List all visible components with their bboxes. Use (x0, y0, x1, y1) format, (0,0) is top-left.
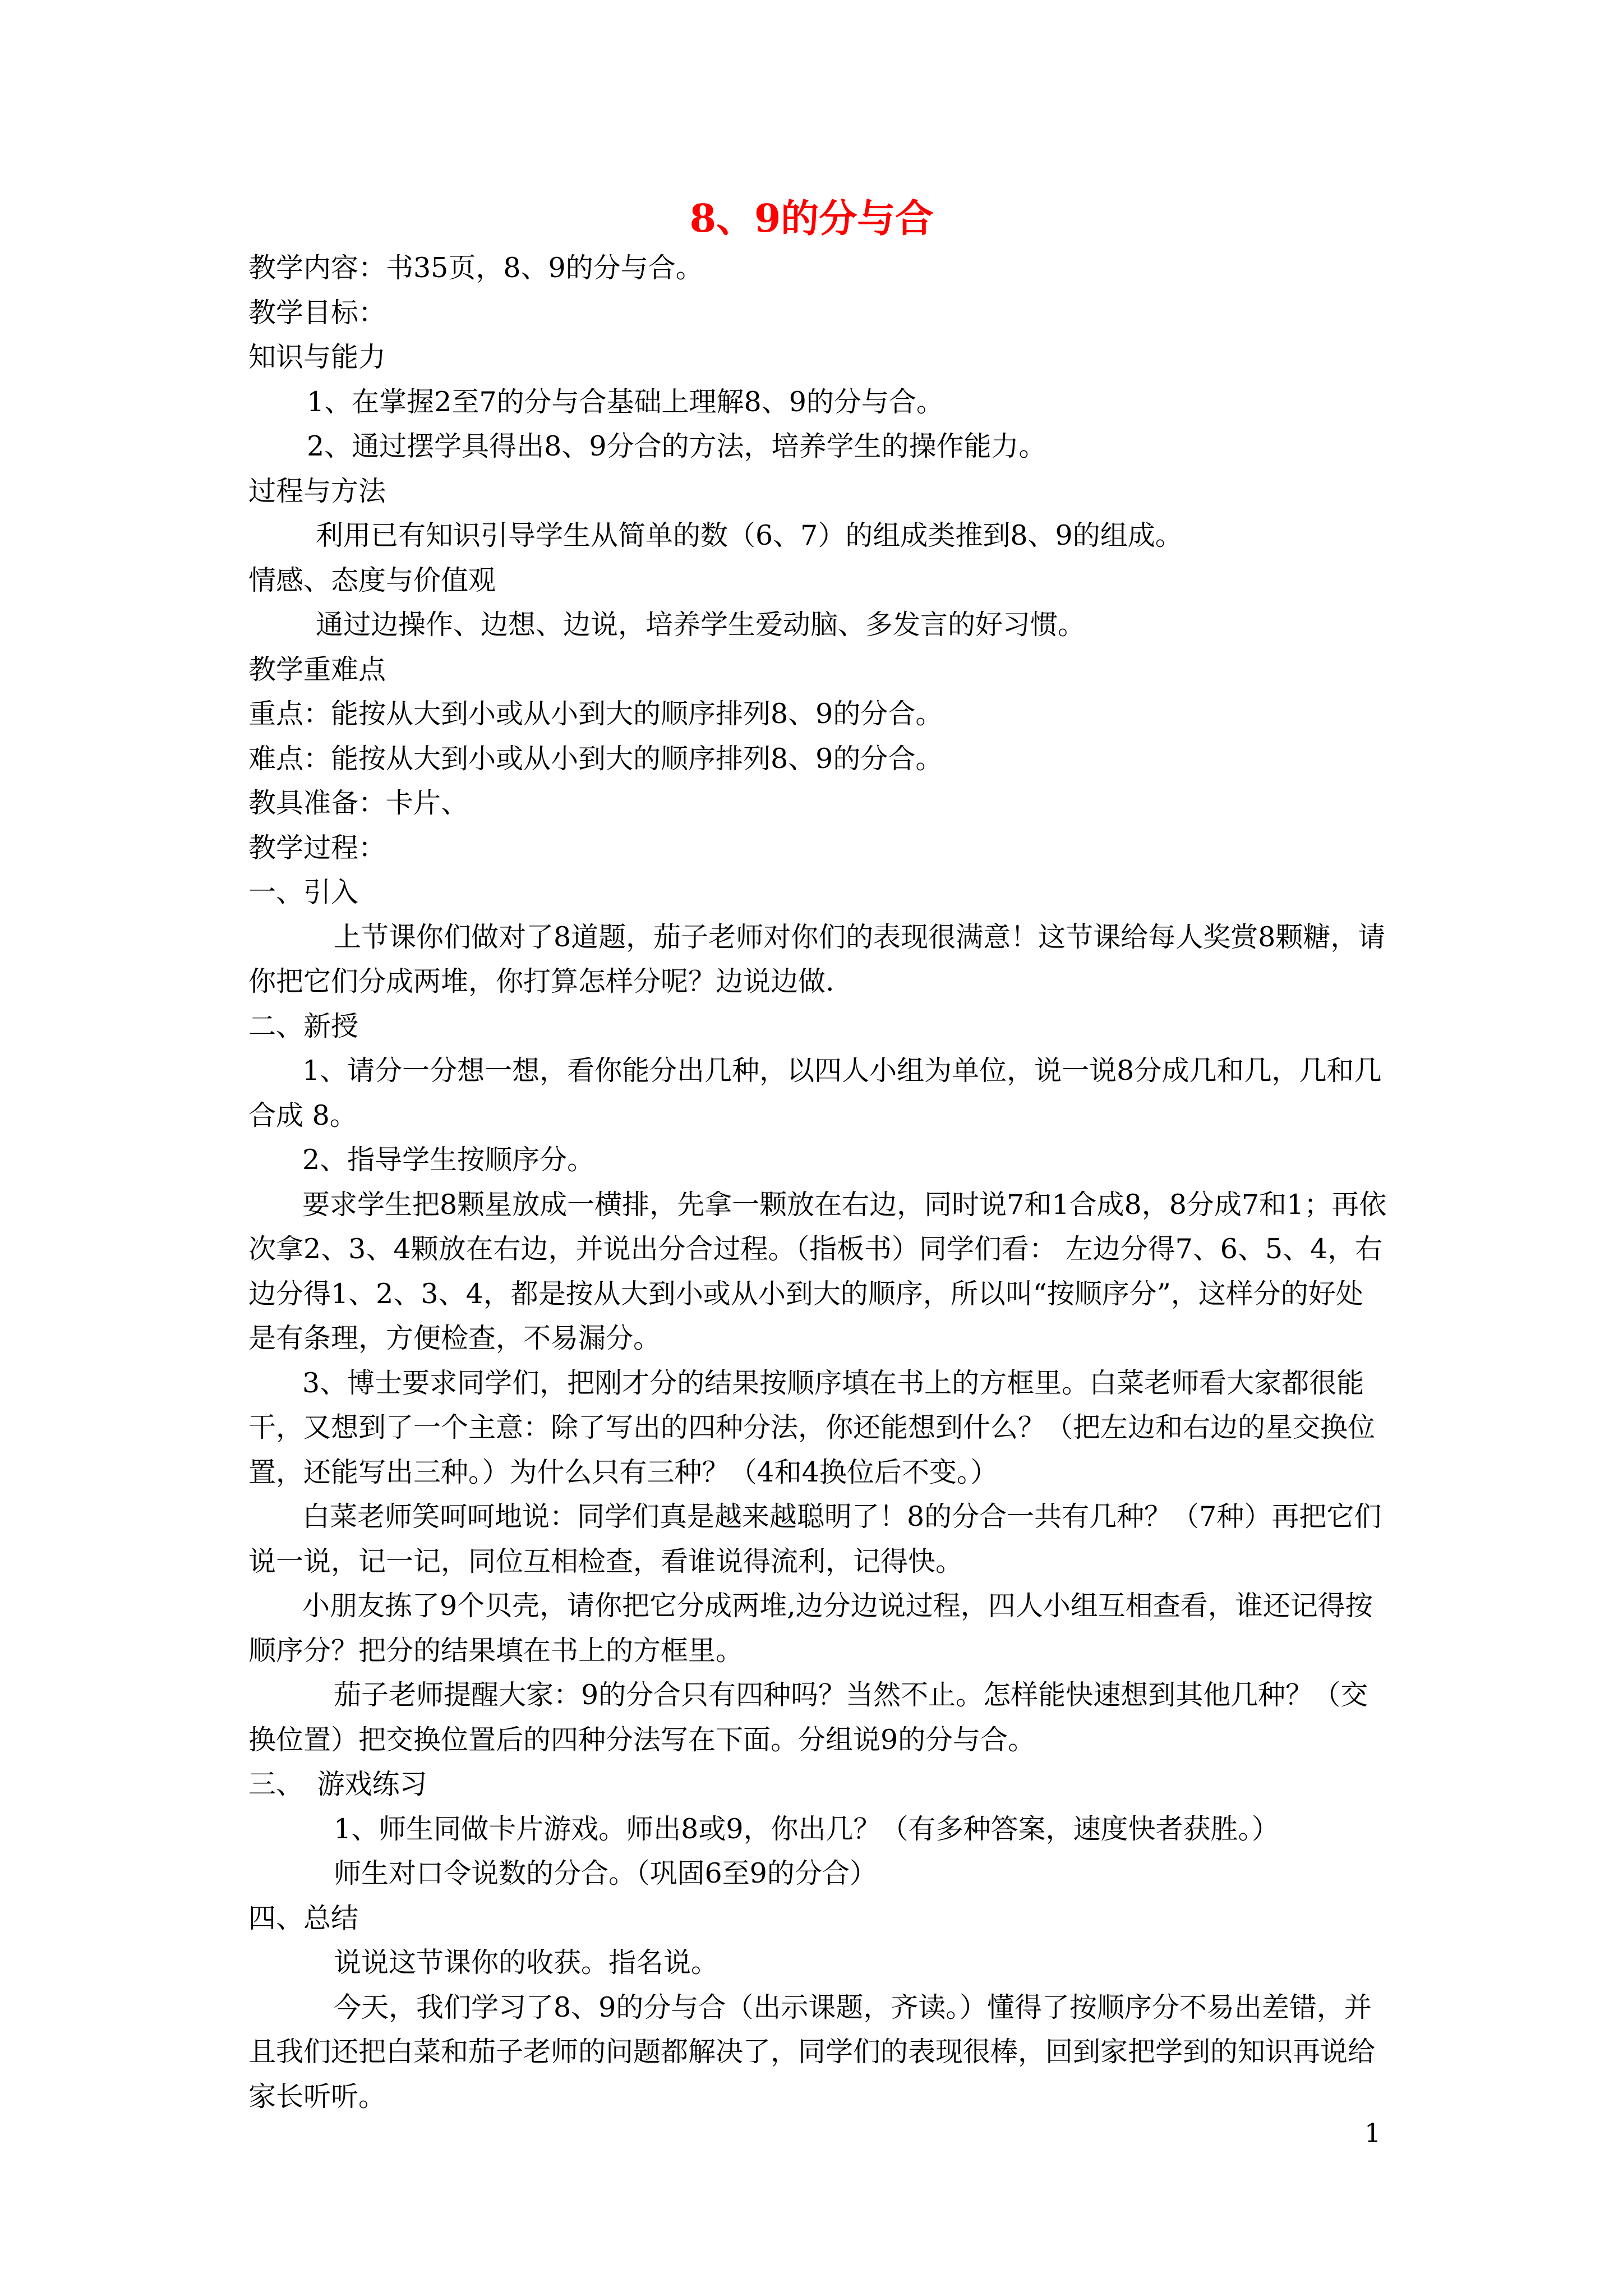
paragraph-new-lesson-shells: 小朋友拣了9个贝壳，请你把它分成两堆,边分边说过程，四人小组互相查看，谁还记得按顺序分？把分的结果填在书上的方框里。 (248, 1590, 1373, 1667)
paragraph-game-2: 师生对口令说数的分合。（巩固6至9的分合） (334, 1857, 877, 1889)
paragraph-summary-2: 今天，我们学习了8、9的分与合（出示课题，齐读。）懂得了按顺序分不易出差错，并且我们还把白菜和茄子老师的问题都解决了，同学们的表现很棒，回到家把学到的知识再说给家长听听。 (248, 1991, 1376, 2113)
document-title: 8、9的分与合 (689, 196, 934, 241)
paragraph-goals-heading: 教学目标： (248, 296, 386, 329)
paragraph-attitude-text: 通过边操作、边想、边说，培养学生爱动脑、多发言的好习惯。 (316, 609, 1086, 641)
paragraph-new-lesson-3-cabbage: 白菜老师笑呵呵地说：同学们真是越来越聪明了！8的分合一共有几种？（7种）再把它们说一说，记一记，同位互相检查，看谁说得流利，记得快。 (248, 1501, 1382, 1577)
paragraph-materials: 教具准备：卡片、 (248, 787, 469, 819)
paragraph-new-lesson-eggplant: 茄子老师提醒大家：9的分合只有四种吗？当然不止。怎样能快速想到其他几种？（交换位置）把交换位置后的四种分法写在下面。分组说9的分与合。 (248, 1679, 1368, 1756)
paragraph-knowledge-heading: 知识与能力 (248, 341, 386, 373)
document-body (248, 246, 1390, 2119)
paragraph-key-point: 重点：能按从大到小或从小到大的顺序排列8、9的分合。 (248, 698, 943, 730)
section-heading-intro: 一、引入 (248, 876, 359, 908)
paragraph-difficult-point: 难点：能按从大到小或从小到大的顺序排列8、9的分合。 (248, 742, 943, 775)
paragraph-game-1: 1、师生同做卡片游戏。师出8或9，你出几？（有多种答案，速度快者获胜。） (334, 1812, 1280, 1845)
paragraph-procedure-heading: 教学过程： (248, 831, 386, 864)
paragraph-attitude-heading: 情感、态度与价值观 (248, 564, 496, 596)
paragraph-content: 教学内容：书35页，8、9的分与合。 (248, 252, 703, 284)
paragraph-process-text: 利用已有知识引导学生从简单的数（6、7）的组成类推到8、9的组成。 (316, 519, 1183, 551)
paragraph-new-lesson-2-detail: 要求学生把8颗星放成一横排，先拿一颗放在右边，同时说7和1合成8，8分成7和1；再依次拿2、3、4颗放在右边，并说出分合过程。（指板书）同学们看： 左边分得7、6、5、4，右边分得1、2、3、4，都是按从大到小或从小到大的顺序，所以叫“按顺序分”，这样分的好处是有条理，方便检查，不易漏分。 (248, 1188, 1387, 1354)
paragraph-keypoints-heading: 教学重难点 (248, 653, 386, 685)
paragraph-summary-1: 说说这节课你的收获。指名说。 (334, 1947, 719, 1978)
paragraph-new-lesson-3: 3、博士要求同学们，把刚才分的结果按顺序填在书上的方框里。白菜老师看大家都很能干，又想到了一个主意：除了写出的四种分法，你还能想到什么？（把左边和右边的星交换位置，还能写出三种。）为什么只有三种？（4和4换位后不变。） (248, 1366, 1376, 1488)
section-heading-game: 三、 游戏练习 (248, 1768, 427, 1800)
paragraph-knowledge-1: 1、在掌握2至7的分与合基础上理解8、9的分与合。 (307, 385, 944, 418)
paragraph-intro-text: 上节课你们做对了8道题，茄子老师对你们的表现很满意！这节课给每人奖赏8颗糖，请你把它们分成两堆，你打算怎样分呢？边说边做. (248, 921, 1386, 997)
page-number: 1 (1364, 2118, 1381, 2148)
paragraph-new-lesson-1: 1、请分一分想一想，看你能分出几种，以四人小组为单位，说一说8分成几和几，几和几合成 8。 (248, 1055, 1382, 1131)
paragraph-knowledge-2: 2、通过摆学具得出8、9分合的方法，培养学生的操作能力。 (307, 430, 1046, 462)
section-heading-new-lesson: 二、新授 (248, 1010, 359, 1042)
paragraph-new-lesson-2: 2、指导学生按顺序分。 (302, 1144, 595, 1176)
paragraph-process-heading: 过程与方法 (248, 475, 386, 507)
section-heading-summary: 四、总结 (248, 1902, 359, 1934)
